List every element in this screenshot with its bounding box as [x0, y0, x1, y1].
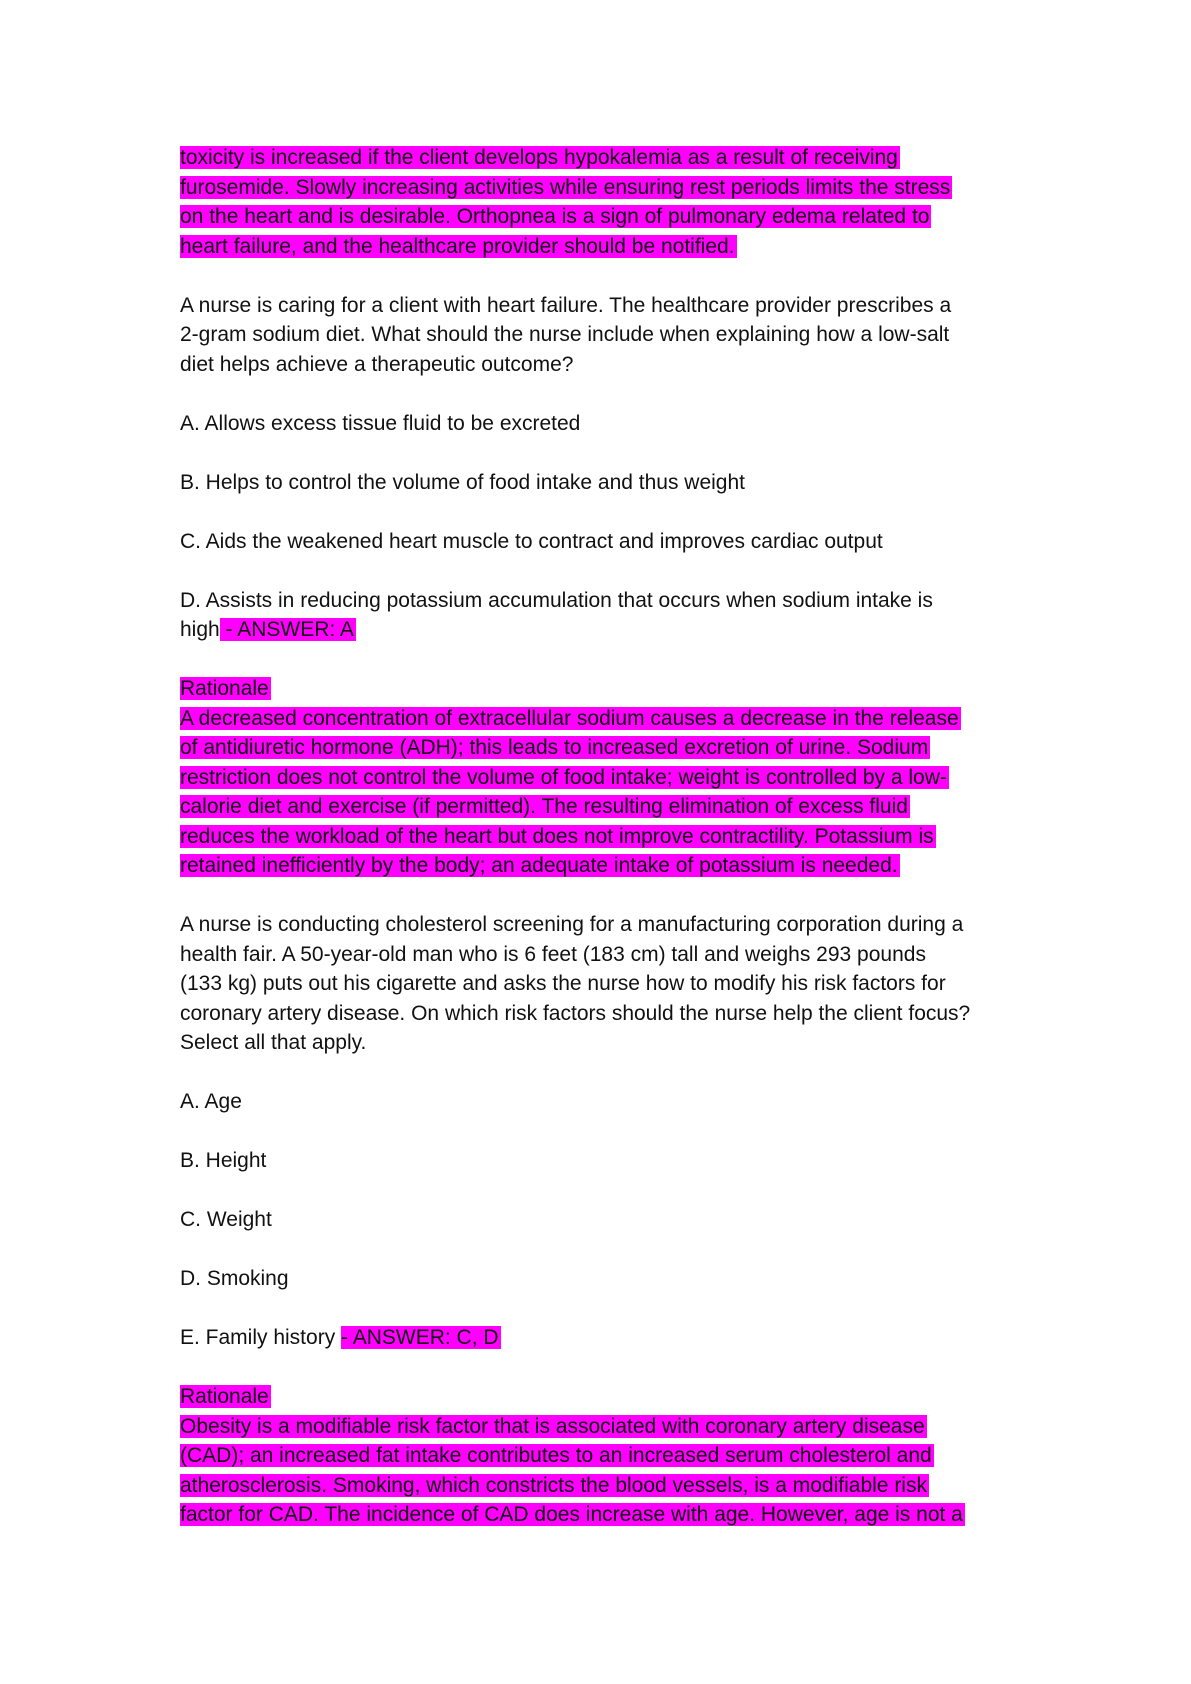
question-line: Select all that apply. [180, 1031, 367, 1054]
q2-option-d: D. Smoking [180, 1267, 289, 1290]
rationale-line: on the heart and is desirable. Orthopnea is a sign of pulmonary edema related to [180, 205, 930, 228]
previous-rationale-continued [180, 143, 1020, 261]
question-line: diet helps achieve a therapeutic outcome? [180, 352, 574, 376]
page-content [180, 143, 1020, 1530]
q1-answer: - ANSWER: A [219, 618, 354, 641]
rationale-line: toxicity is increased if the client develops hypokalemia as a result of receiving [180, 146, 898, 169]
rationale-line: calorie diet and exercise (if permitted). The resulting elimination of excess fluid [180, 795, 908, 818]
q2-option-e: E. Family history [180, 1326, 342, 1349]
q1-option-d-line1: D. Assists in reducing potassium accumulation that occurs when sodium intake is [180, 588, 933, 612]
q2-rationale-title: Rationale [180, 1385, 269, 1408]
rationale-line: heart failure, and the healthcare provider should be notified. [180, 234, 735, 258]
rationale-line: restriction does not control the volume of food intake; weight is controlled by a low- [180, 765, 947, 789]
q2-option-a: A. Age [180, 1090, 242, 1113]
q2-option-c: C. Weight [180, 1208, 272, 1231]
rationale-line: of antidiuretic hormone (ADH); this leads to increased excretion of urine. Sodium [180, 736, 929, 759]
q1-rationale-title: Rationale [180, 677, 269, 700]
rationale-line: (CAD); an increased fat intake contributes to an increased serum cholesterol and [180, 1444, 932, 1467]
question-line: A nurse is conducting cholesterol screening for a manufacturing corporation during a [180, 913, 964, 936]
question-1-stem [180, 291, 1020, 380]
rationale-line: atherosclerosis. Smoking, which constricts the blood vessels, is a modifiable risk [180, 1473, 927, 1497]
q2-option-b: B. Height [180, 1149, 267, 1172]
question-2-stem [180, 910, 1020, 1058]
q1-option-d [180, 586, 1020, 645]
rationale-line: retained inefficiently by the body; an adequate intake of potassium is needed. [180, 854, 898, 877]
question-line: (133 kg) puts out his cigarette and asks the nurse how to modify his risk factors for [180, 972, 946, 995]
question-line: 2-gram sodium diet. What should the nurse include when explaining how a low-salt [180, 323, 950, 346]
question-line: A nurse is caring for a client with heart failure. The healthcare provider prescribes a [180, 293, 952, 317]
q1-option-c: C. Aids the weakened heart muscle to contract and improves cardiac output [180, 529, 883, 553]
question-line: health fair. A 50-year-old man who is 6 feet (183 cm) tall and weighs 293 pounds [180, 942, 926, 966]
rationale-line: Obesity is a modifiable risk factor that is associated with coronary artery disease [180, 1414, 925, 1438]
rationale-line: factor for CAD. The incidence of CAD does increase with age. However, age is not a [180, 1503, 963, 1526]
q1-option-a: A. Allows excess tissue fluid to be excreted [180, 411, 581, 435]
rationale-line: A decreased concentration of extracellular sodium causes a decrease in the release [180, 706, 959, 730]
q2-answer: - ANSWER: C, D [341, 1326, 499, 1349]
rationale-line: reduces the workload of the heart but does not improve contractility. Potassium is [180, 824, 934, 848]
rationale-line: furosemide. Slowly increasing activities while ensuring rest periods limits the stress [180, 175, 951, 199]
q1-rationale [180, 674, 1020, 881]
q1-option-b: B. Helps to control the volume of food intake and thus weight [180, 470, 746, 494]
q2-rationale [180, 1382, 1020, 1530]
question-line: coronary artery disease. On which risk factors should the nurse help the client focus? [180, 1001, 971, 1025]
q1-option-d-line2: high [180, 618, 220, 641]
